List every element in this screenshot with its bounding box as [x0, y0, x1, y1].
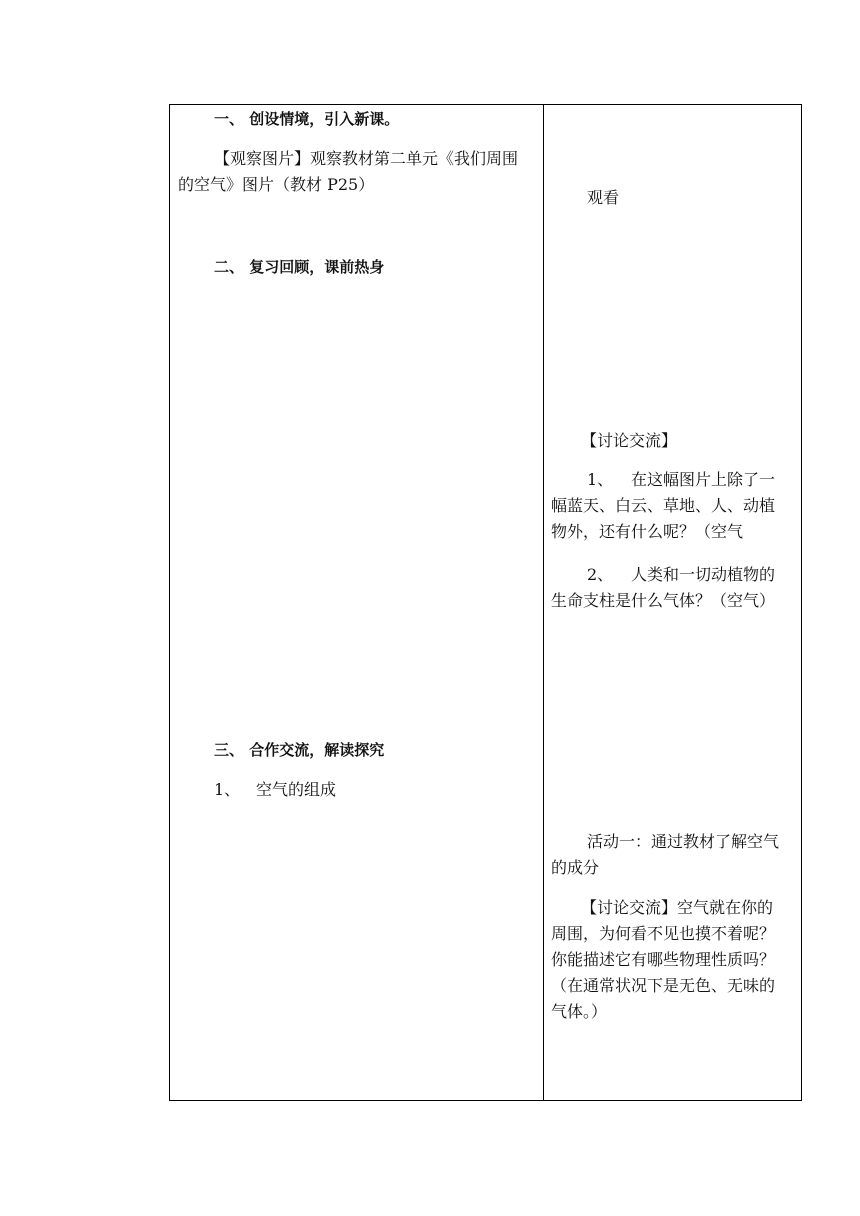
question-1-line-2: 幅蓝天、白云、草地、人、动植: [551, 496, 776, 515]
observe-line-1: 【观察图片】观察教材第二单元《我们周围: [214, 149, 519, 168]
observe-line-2: 的空气》图片（教材 P25）: [178, 175, 375, 194]
discuss2-line-2: 周围，为何看不见也摸不着呢？: [551, 924, 776, 943]
activity-line-1: 活动一：通过教材了解空气: [587, 832, 780, 851]
section3-heading: 三、 合作交流，解读探究: [214, 741, 385, 759]
discuss2-line-4: （在通常状况下是无色、无味的: [551, 976, 776, 995]
watch-text: 观看: [587, 188, 620, 207]
discuss2-line-3: 你能描述它有哪些物理性质吗？: [551, 950, 776, 969]
question-2-line-2: 生命支柱是什么气体？（空气）: [551, 591, 776, 610]
section1-heading: 一、 创设情境，引入新课。: [214, 110, 400, 128]
column-divider: [543, 104, 544, 1101]
question-1-number: 1、: [587, 470, 614, 489]
activity-line-2: 的成分: [551, 858, 600, 877]
discuss2-line-1: 【讨论交流】空气就在你的: [581, 898, 774, 917]
question-2-line-1: 人类和一切动植物的: [631, 565, 776, 584]
discuss-title: 【讨论交流】: [581, 431, 678, 450]
item1-number: 1、: [214, 780, 241, 799]
question-1-line-1: 在这幅图片上除了一: [631, 470, 776, 489]
question-2-number: 2、: [587, 565, 614, 584]
question-1-line-3: 物外，还有什么呢？（空气: [551, 522, 744, 541]
section2-heading: 二、 复习回顾，课前热身: [214, 258, 385, 276]
discuss2-line-5: 气体。）: [551, 1002, 608, 1021]
item1-text: 空气的组成: [256, 780, 337, 799]
